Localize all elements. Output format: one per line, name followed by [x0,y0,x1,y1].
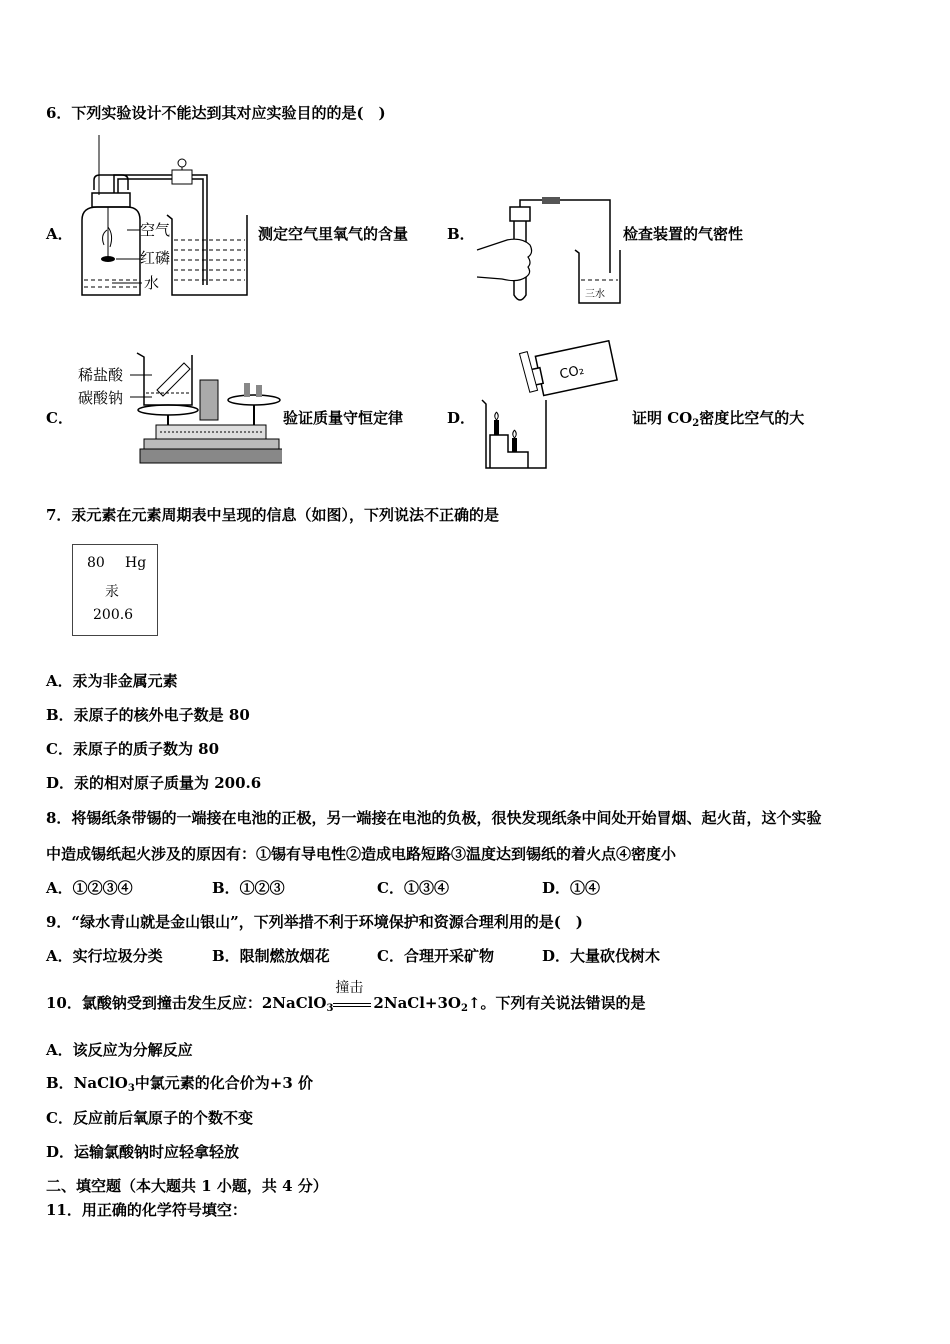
q6-option-c-label: C． [46,409,73,427]
figure-balance-mass-conservation [72,345,282,470]
q10-option-a: A．该反应为分解反应 [46,1041,193,1059]
atomic-mass: 200.6 [93,607,134,623]
element-symbol: Hg [125,555,147,571]
q10-option-d: D．运输氯酸钠时应轻拿轻放 [46,1143,240,1161]
q6-stem: 6．下列实验设计不能达到其对应实验目的的是( ) [46,104,386,122]
reaction-condition-arrow: 撞击 [333,994,373,1014]
q7-option-c: C．汞原子的质子数为 80 [46,740,220,758]
hand [477,239,532,280]
q6-option-a-desc: 测定空气里氧气的含量 [258,225,409,243]
q6-option-a-label: A． [46,225,73,243]
section-heading-fill-in: 二、填空题（本大题共 1 小题，共 4 分） [46,1177,328,1195]
element-name: 汞 [105,584,119,600]
q7-stem: 7．汞元素在元素周期表中呈现的信息（如图），下列说法不正确的是 [46,506,499,524]
label-red-phosphorus: 红磷 [140,249,171,267]
q6-option-b-desc: 检查装置的气密性 [623,225,744,243]
q8-stem-line1: 8．将锡纸条带锡的一端接在电池的正极，另一端接在电池的负极，很快发现纸条中间处开始冒烟、起火苗，这个实验 [46,809,822,827]
q11-stem: 11．用正确的化学符号填空： [46,1201,247,1219]
label-beaker-water: 三水 [585,289,605,300]
q6-option-d-desc: 证明 $CO_2$密度比空气的大 [632,409,805,429]
q6-option-b-label: B． [447,225,475,243]
atomic-number: 80 [87,555,105,571]
q6-option-d-label: D． [447,409,476,427]
q6-option-c-desc: 验证质量守恒定律 [283,409,404,427]
label-sodium-carbonate: 碳酸钠 [78,389,124,407]
q8-option-d: D．①④ [542,879,601,897]
q7-option-b: B．汞原子的核外电子数是 80 [46,706,250,724]
gas-bottle [82,207,140,295]
mercury-element-card [72,544,158,636]
label-air: 空气 [140,221,171,239]
q9-option-c: C．合理开采矿物 [377,947,494,965]
q8-option-b: B．①②③ [212,879,285,897]
q8-option-a: A．①②③④ [46,879,133,897]
q9-option-b: B．限制燃放烟花 [212,947,330,965]
figure-oxygen-content-apparatus [72,135,252,300]
q9-option-d: D．大量砍伐树木 [542,947,661,965]
q8-stem-line2: 中造成锡纸起火涉及的原因有：①锡有导电性②造成电路短路③温度达到锡纸的着火点④密度小 [46,845,677,863]
label-co2-bottle: CO₂ [558,362,586,383]
label-dilute-hcl: 稀盐酸 [78,366,124,384]
q9-stem: 9．“绿水青山就是金山银山”，下列举措不利于环境保护和资源合理利用的是( ) [46,913,583,931]
q8-option-c: C．①③④ [377,879,449,897]
phosphorus-spoon [101,256,115,262]
stopper [92,193,130,207]
q7-option-a: A．汞为非金属元素 [46,672,178,690]
figure-airtightness-check [472,195,622,310]
q10-stem: 10．氯酸钠受到撞击发生反应：2NaClO$_3$ 撞击 $2NaCl+3O_2↑$。下列有关说法错误的是 [46,980,646,1014]
q10-option-c: C．反应前后氧原子的个数不变 [46,1109,253,1127]
figure-co2-density [478,340,623,472]
label-water: 水 [144,274,160,292]
q9-option-a: A．实行垃圾分类 [46,947,163,965]
q10-option-b: B．NaClO$_3$中氯元素的化合价为+3 价 [46,1074,314,1094]
q7-option-d: D．汞的相对原子质量为 200.6 [46,774,262,792]
